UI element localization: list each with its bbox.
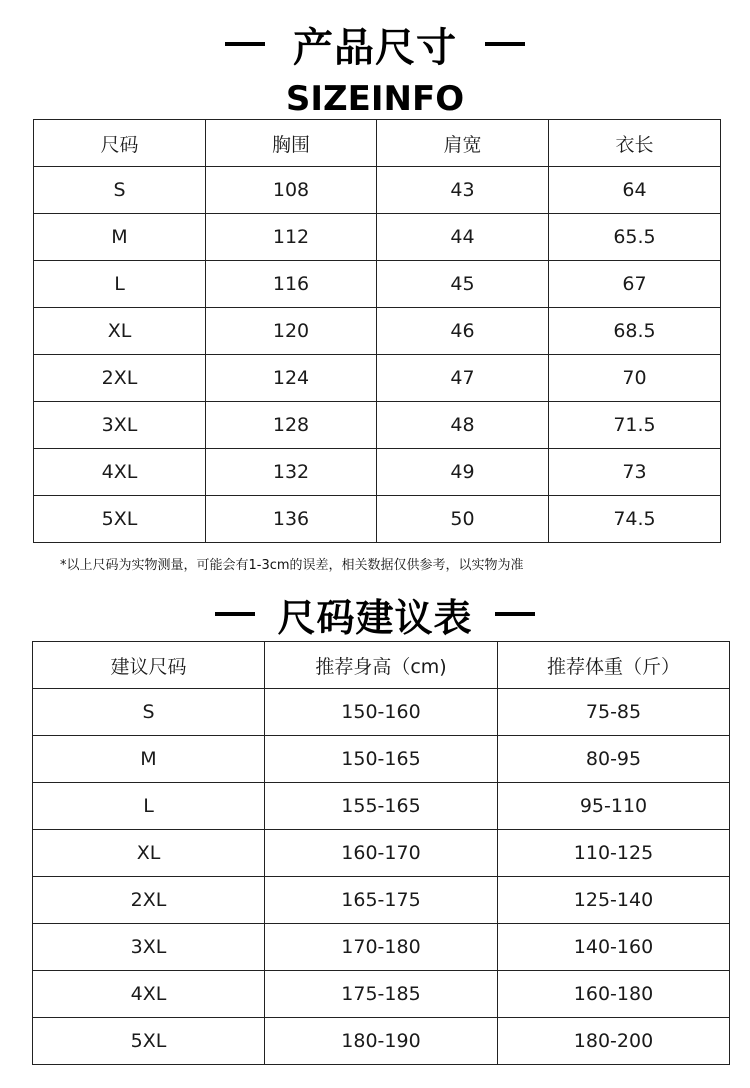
table-row xyxy=(34,355,721,402)
table-row xyxy=(34,402,721,449)
heading-dash-left xyxy=(215,612,255,616)
table-cell: 160-180 xyxy=(498,971,730,1018)
table-cell: 160-170 xyxy=(265,830,498,877)
table-cell: 74.5 xyxy=(549,496,721,543)
table-cell: 73 xyxy=(549,449,721,496)
table-cell: 165-175 xyxy=(265,877,498,924)
table-cell: 46 xyxy=(377,308,549,355)
table-cell: 120 xyxy=(206,308,377,355)
table-row xyxy=(33,783,730,830)
table-cell: 49 xyxy=(377,449,549,496)
table-cell: M xyxy=(34,214,206,261)
table-cell: 71.5 xyxy=(549,402,721,449)
size-header-row xyxy=(34,120,721,167)
size-table xyxy=(33,119,721,543)
table-cell: 170-180 xyxy=(265,924,498,971)
table-cell: 4XL xyxy=(34,449,206,496)
table-cell: 125-140 xyxy=(498,877,730,924)
table-cell: 43 xyxy=(377,167,549,214)
table-cell: 65.5 xyxy=(549,214,721,261)
table-row xyxy=(34,214,721,261)
table-cell: 5XL xyxy=(33,1018,265,1065)
table-cell: 3XL xyxy=(34,402,206,449)
table-cell: S xyxy=(34,167,206,214)
recommend-title: 尺码建议表 xyxy=(277,595,473,640)
heading-dash-left xyxy=(225,42,265,46)
recommend-table xyxy=(32,641,730,1065)
table-cell: 180-200 xyxy=(498,1018,730,1065)
product-size-heading xyxy=(0,16,750,72)
table-cell: 2XL xyxy=(34,355,206,402)
table-row xyxy=(33,736,730,783)
table-row xyxy=(34,308,721,355)
measurement-note: *以上尺码为实物测量，可能会有1-3cm的误差，相关数据仅供参考，以实物为准 xyxy=(60,558,524,573)
table-cell: 70 xyxy=(549,355,721,402)
table-row xyxy=(34,261,721,308)
table-cell: 132 xyxy=(206,449,377,496)
table-row xyxy=(33,1018,730,1065)
table-cell: 155-165 xyxy=(265,783,498,830)
table-cell: XL xyxy=(34,308,206,355)
table-cell: M xyxy=(33,736,265,783)
table-cell: 175-185 xyxy=(265,971,498,1018)
table-cell: 4XL xyxy=(33,971,265,1018)
heading-dash-right xyxy=(485,42,525,46)
table-row xyxy=(34,167,721,214)
size-table-body xyxy=(34,120,721,543)
recommend-table-body xyxy=(33,642,730,1065)
table-cell: 80-95 xyxy=(498,736,730,783)
table-row xyxy=(34,496,721,543)
table-cell: 150-165 xyxy=(265,736,498,783)
size-header-cell: 胸围 xyxy=(206,120,377,167)
table-cell: 2XL xyxy=(33,877,265,924)
table-cell: L xyxy=(33,783,265,830)
table-cell: 75-85 xyxy=(498,689,730,736)
table-cell: 180-190 xyxy=(265,1018,498,1065)
table-cell: 112 xyxy=(206,214,377,261)
table-cell: 67 xyxy=(549,261,721,308)
table-cell: 136 xyxy=(206,496,377,543)
size-header-cell: 衣长 xyxy=(549,120,721,167)
size-header-cell: 肩宽 xyxy=(377,120,549,167)
table-cell: 50 xyxy=(377,496,549,543)
table-cell: L xyxy=(34,261,206,308)
table-cell: S xyxy=(33,689,265,736)
recommend-heading xyxy=(0,586,750,642)
table-cell: 150-160 xyxy=(265,689,498,736)
table-cell: 95-110 xyxy=(498,783,730,830)
table-cell: 45 xyxy=(377,261,549,308)
recommend-header-row xyxy=(33,642,730,689)
table-cell: 116 xyxy=(206,261,377,308)
table-row xyxy=(34,449,721,496)
table-cell: XL xyxy=(33,830,265,877)
table-cell: 140-160 xyxy=(498,924,730,971)
page-subtitle: SIZEINFO xyxy=(285,79,465,119)
table-cell: 64 xyxy=(549,167,721,214)
table-cell: 110-125 xyxy=(498,830,730,877)
table-cell: 47 xyxy=(377,355,549,402)
table-cell: 48 xyxy=(377,402,549,449)
recommend-header-cell: 推荐体重（斤） xyxy=(498,642,730,689)
page-title: 产品尺寸 xyxy=(293,24,457,71)
table-row xyxy=(33,830,730,877)
table-cell: 5XL xyxy=(34,496,206,543)
size-header-cell: 尺码 xyxy=(34,120,206,167)
table-row xyxy=(33,971,730,1018)
heading-dash-right xyxy=(495,612,535,616)
table-cell: 68.5 xyxy=(549,308,721,355)
table-cell: 128 xyxy=(206,402,377,449)
table-cell: 3XL xyxy=(33,924,265,971)
table-cell: 44 xyxy=(377,214,549,261)
table-cell: 108 xyxy=(206,167,377,214)
table-row xyxy=(33,689,730,736)
table-row xyxy=(33,877,730,924)
table-cell: 124 xyxy=(206,355,377,402)
recommend-header-cell: 建议尺码 xyxy=(33,642,265,689)
table-row xyxy=(33,924,730,971)
recommend-header-cell: 推荐身高（cm) xyxy=(265,642,498,689)
